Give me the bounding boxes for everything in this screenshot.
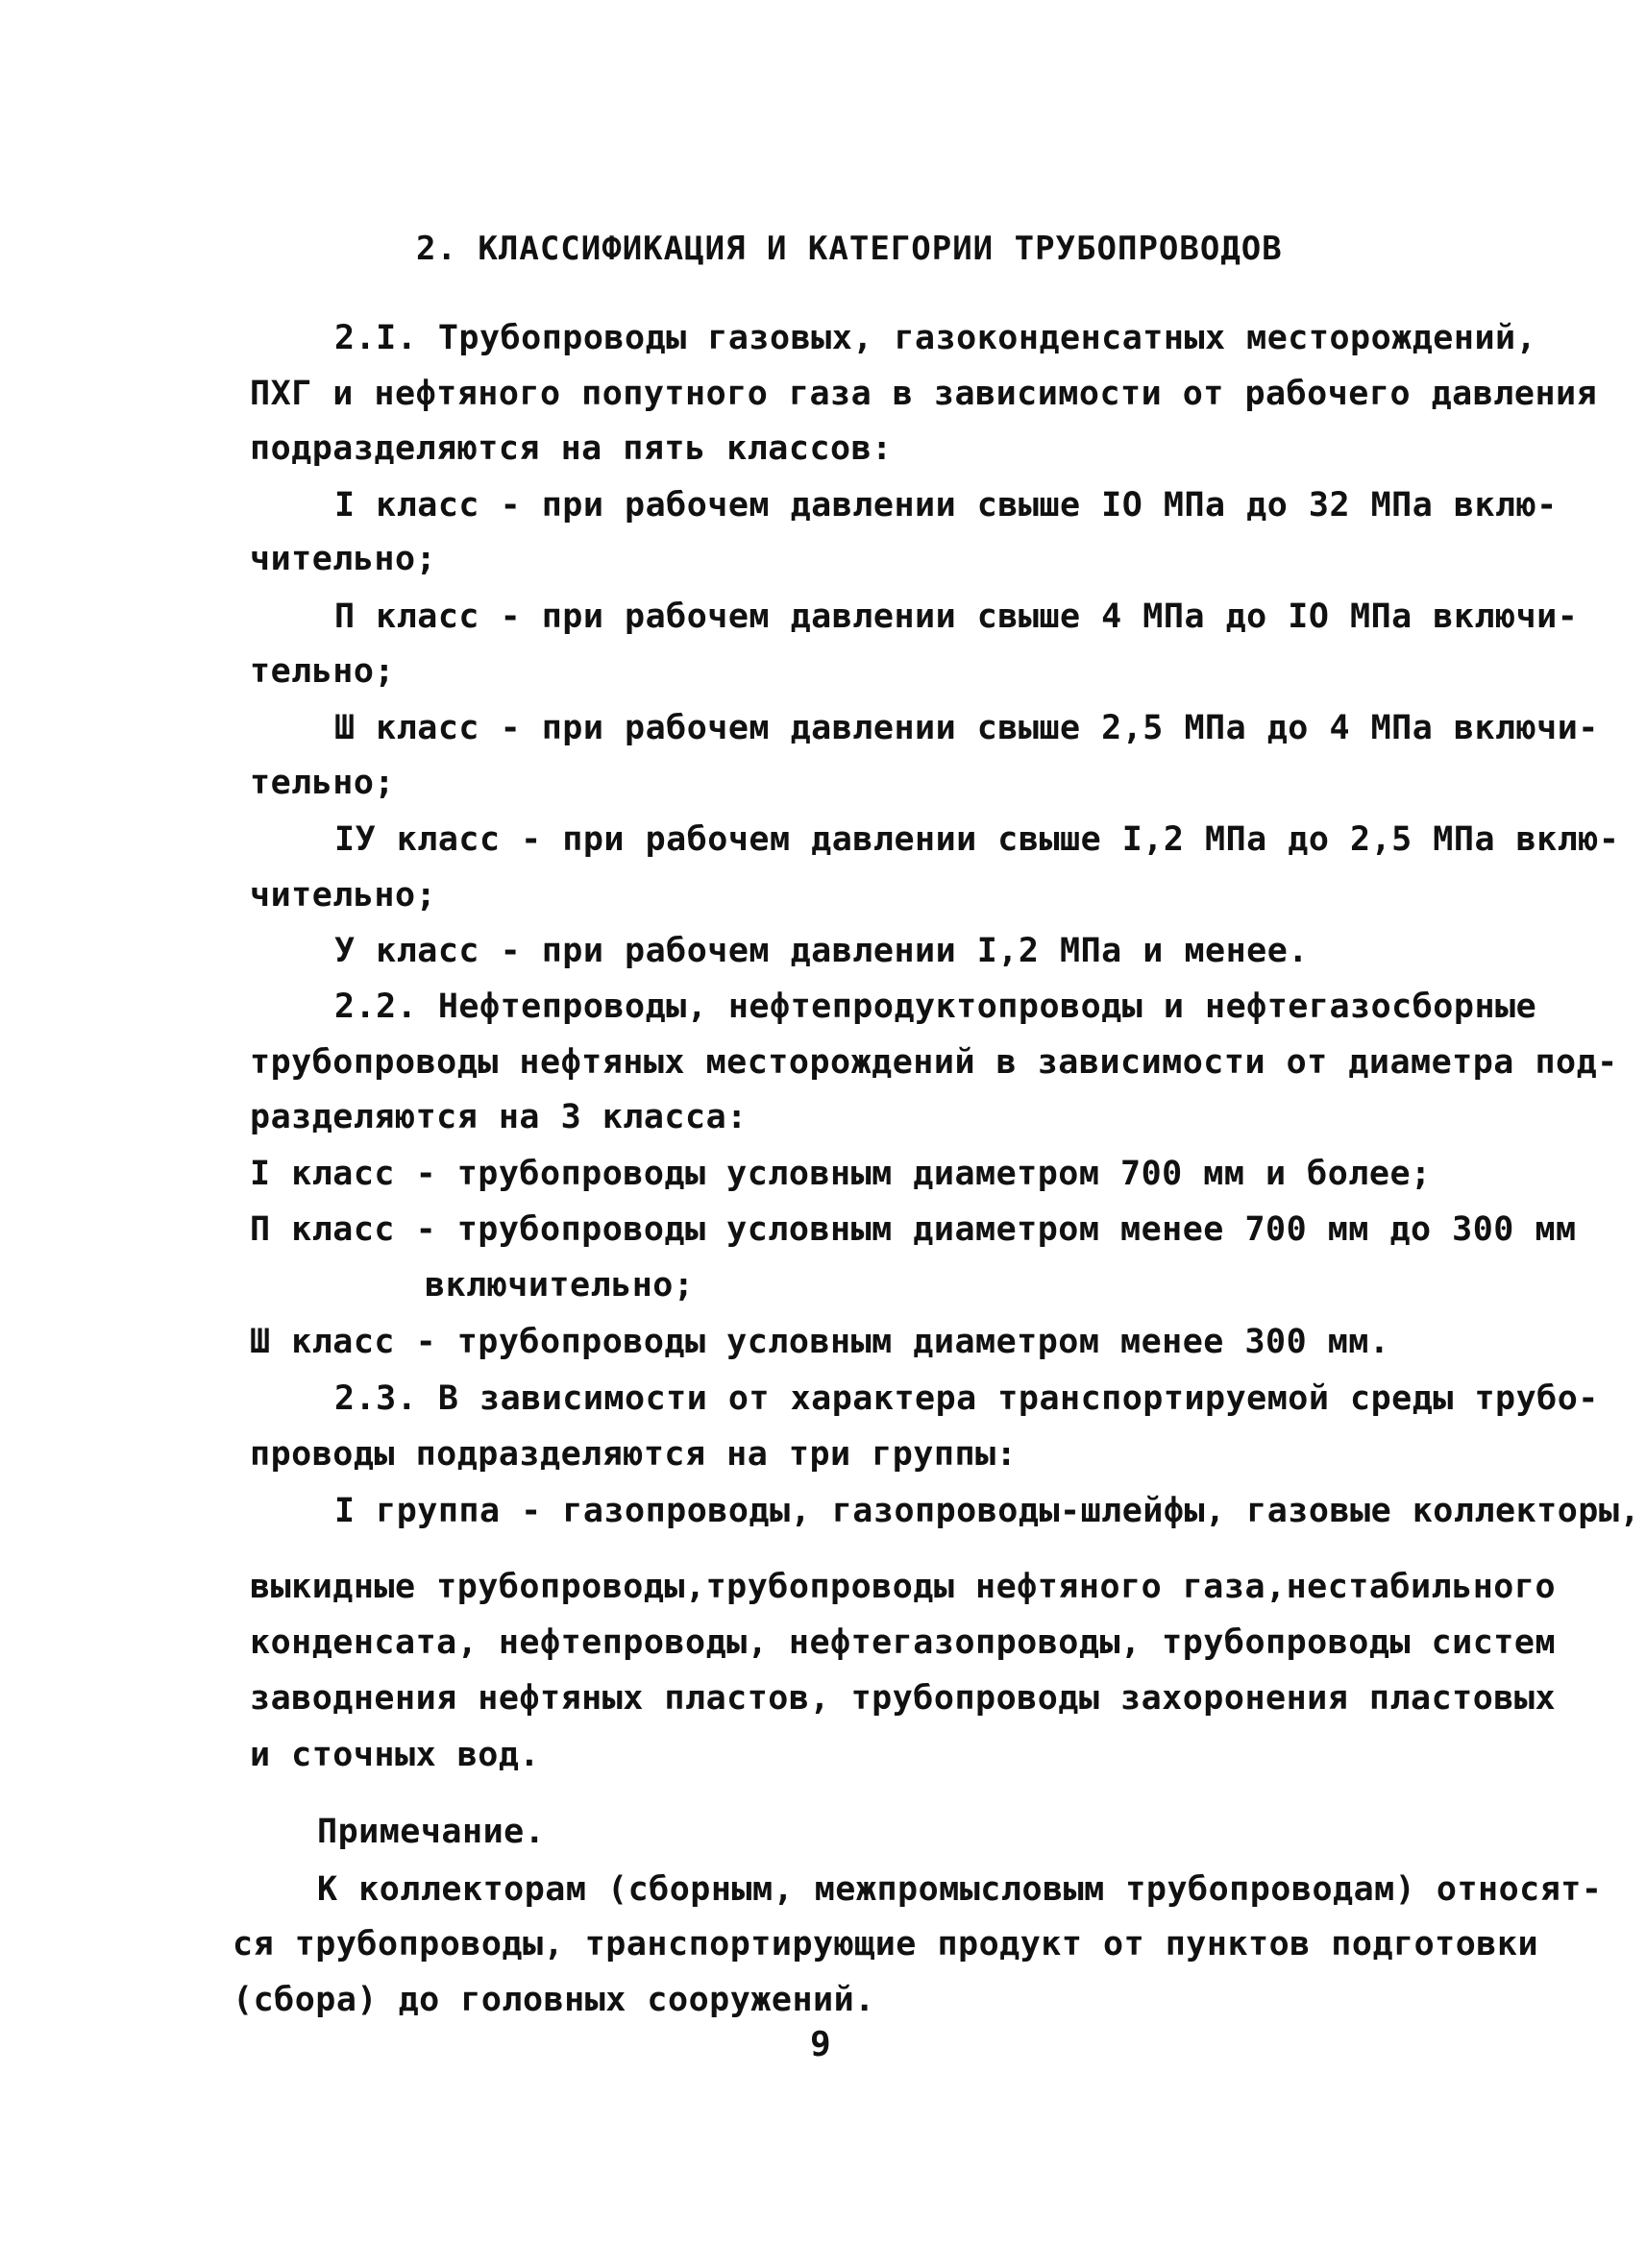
section-title: 2. КЛАССИФИКАЦИЯ И КАТЕГОРИИ ТРУБОПРОВОДОВ xyxy=(416,230,1283,268)
page-number: 9 xyxy=(810,2025,832,2064)
paragraph-2-2-line-1: 2.2. Нефтепроводы, нефтепродуктопроводы и нефтегазосборные xyxy=(334,988,1537,1026)
note-line-3: (сбора) до головных сооружений. xyxy=(233,1981,875,2019)
gas-class-5: У класс - при рабочем давлении I,2 МПа и менее. xyxy=(334,932,1309,970)
paragraph-2-3-line-3: I группа - газопроводы, газопроводы-шлейфы, газовые коллекторы, xyxy=(334,1492,1641,1530)
gas-class-2-line-1: П класс - при рабочем давлении свыше 4 МПа до IO МПа включи- xyxy=(334,597,1579,636)
gas-class-1-line-2: чительно; xyxy=(250,540,437,578)
oil-class-1: I класс - трубопроводы условным диаметром 700 мм и более; xyxy=(250,1155,1432,1193)
gas-class-1-line-1: I класс - при рабочем давлении свыше IO МПа до 32 МПа вклю- xyxy=(334,486,1558,524)
note-line-1: К коллекторам (сборным, межпромысловым трубопроводам) относят- xyxy=(317,1870,1603,1909)
oil-class-2-line-1: П класс - трубопроводы условным диаметром менее 700 мм до 300 мм xyxy=(250,1210,1577,1249)
paragraph-2-1-line-3: подразделяются на пять классов: xyxy=(250,429,893,468)
gas-class-3-line-2: тельно; xyxy=(250,764,396,802)
gas-class-2-line-2: тельно; xyxy=(250,652,396,691)
paragraph-2-1-line-2: ПХГ и нефтяного попутного газа в зависимости от рабочего давления xyxy=(250,375,1598,413)
paragraph-2-3-line-1: 2.3. В зависимости от характера транспортируемой среды трубо- xyxy=(334,1379,1599,1418)
paragraph-2-1-line-1: 2.I. Трубопроводы газовых, газоконденсатных месторождений, xyxy=(334,319,1537,357)
paragraph-2-3-line-2: проводы подразделяются на три группы: xyxy=(250,1435,1018,1474)
paragraph-2-3-line-7: и сточных вод. xyxy=(250,1736,541,1774)
note-line-2: ся трубопроводы, транспортирующие продукт от пунктов подготовки xyxy=(233,1925,1539,1963)
paragraph-2-3-line-4: выкидные трубопроводы,трубопроводы нефтяного газа,нестабильного xyxy=(250,1568,1557,1606)
gas-class-4-line-1: IУ класс - при рабочем давлении свыше I,2 МПа до 2,5 МПа вклю- xyxy=(334,820,1620,859)
paragraph-2-2-line-3: разделяются на 3 класса: xyxy=(250,1098,748,1136)
oil-class-3: Ш класс - трубопроводы условным диаметром менее 300 мм. xyxy=(250,1323,1390,1361)
oil-class-2-line-2: включительно; xyxy=(425,1266,695,1305)
gas-class-4-line-2: чительно; xyxy=(250,876,437,915)
paragraph-2-2-line-2: трубопроводы нефтяных месторождений в зависимости от диаметра под- xyxy=(250,1043,1618,1082)
paragraph-2-3-line-5: конденсата, нефтепроводы, нефтегазопроводы, трубопроводы систем xyxy=(250,1623,1557,1662)
paragraph-2-3-line-6: заводнения нефтяных пластов, трубопроводы захоронения пластовых xyxy=(250,1679,1557,1718)
note-label: Примечание. xyxy=(317,1813,546,1851)
gas-class-3-line-1: Ш класс - при рабочем давлении свыше 2,5 МПа до 4 МПа включи- xyxy=(334,709,1599,747)
